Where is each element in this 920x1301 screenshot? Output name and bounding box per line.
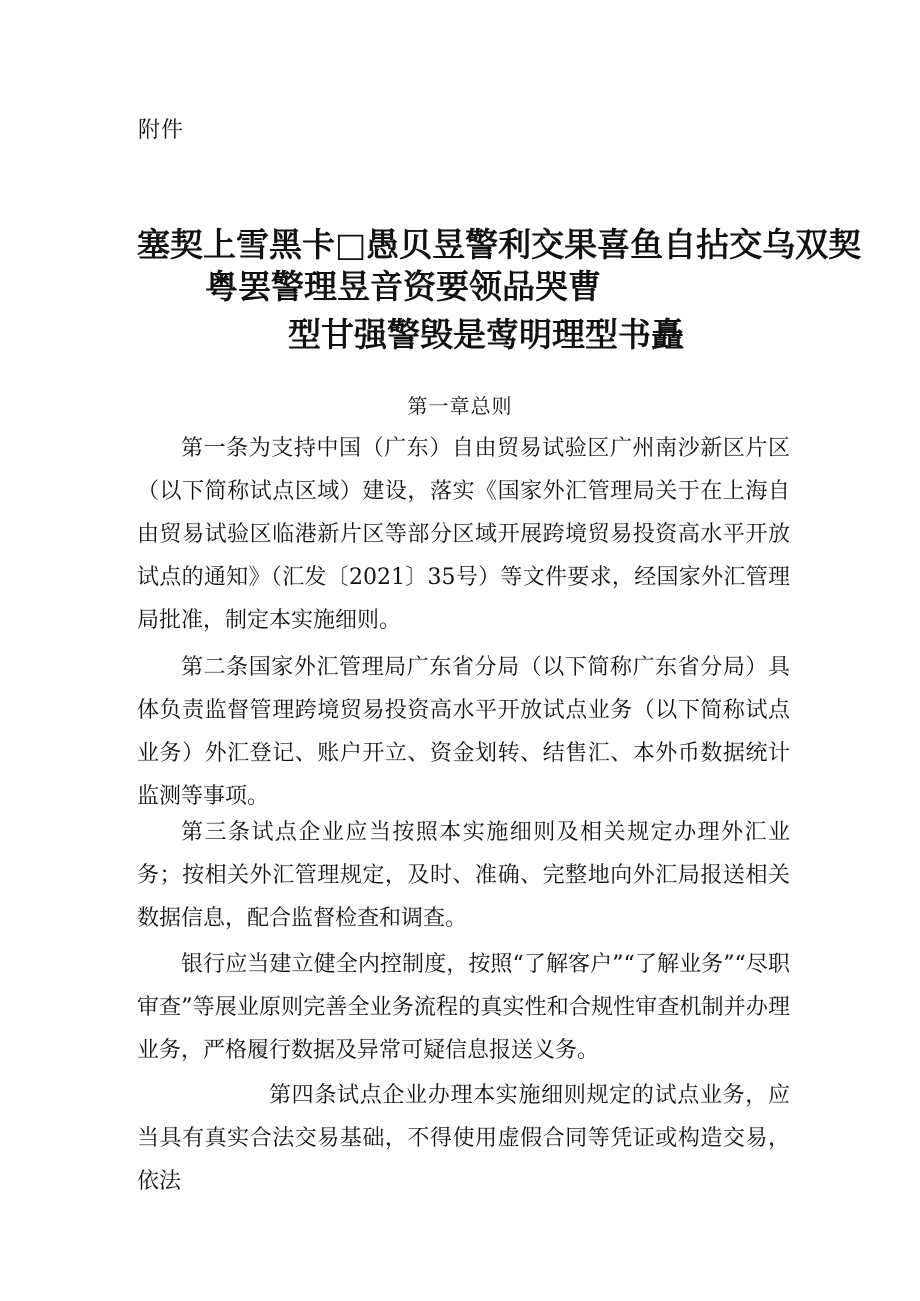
article-1-paragraph: 第一条为支持中国（广东）自由贸易试验区广州南沙新区片区（以下简称试点区域）建设，落实《国家外汇管理局关于在上海自由贸易试验区临港新片区等部分区域开展跨境贸易投资高水平开放试点的通知》（汇发〔2021〕35号）等文件要求，经国家外汇管理局批准，制定本实施细则。 [137, 436, 790, 633]
document-title-line-2: 粤罢警理昱音资要领品哭曹 [205, 267, 601, 306]
attachment-label: 附件 [138, 118, 185, 143]
article-3-paragraph: 第三条试点企业应当按照本实施细则及相关规定办理外汇业务；按相关外汇管理规定，及时、准确、完整地向外汇局报送相关数据信息，配合监督检查和调查。 [137, 820, 790, 931]
article-4-paragraph: 第四条试点企业办理本实施细则规定的试点业务，应当具有真实合法交易基础，不得使用虚假合同等凭证或构造交易，依法 [137, 1083, 790, 1194]
article-2-paragraph: 第二条国家外汇管理局广东省分局（以下简称广东省分局）具体负责监督管理跨境贸易投资高水平开放试点业务（以下简称试点业务）外汇登记、账户开立、资金划转、结售汇、本外币数据统计监测等事项。 [137, 655, 790, 809]
document-title-line-3: 型甘强警毁是莺明理型书矗 [288, 315, 684, 354]
chapter-heading: 第一章总则 [407, 394, 513, 418]
bank-obligations-paragraph: 银行应当建立健全内控制度，按照“了解客户”“了解业务”“尽职审查”等展业原则完善全业务流程的真实性和合规性审查机制并办理业务，严格履行数据及异常可疑信息报送义务。 [137, 952, 790, 1063]
document-title-line-1: 塞契上雪黑卡□愚贝昱警利交果喜鱼自拈交乌双契 [137, 225, 862, 264]
